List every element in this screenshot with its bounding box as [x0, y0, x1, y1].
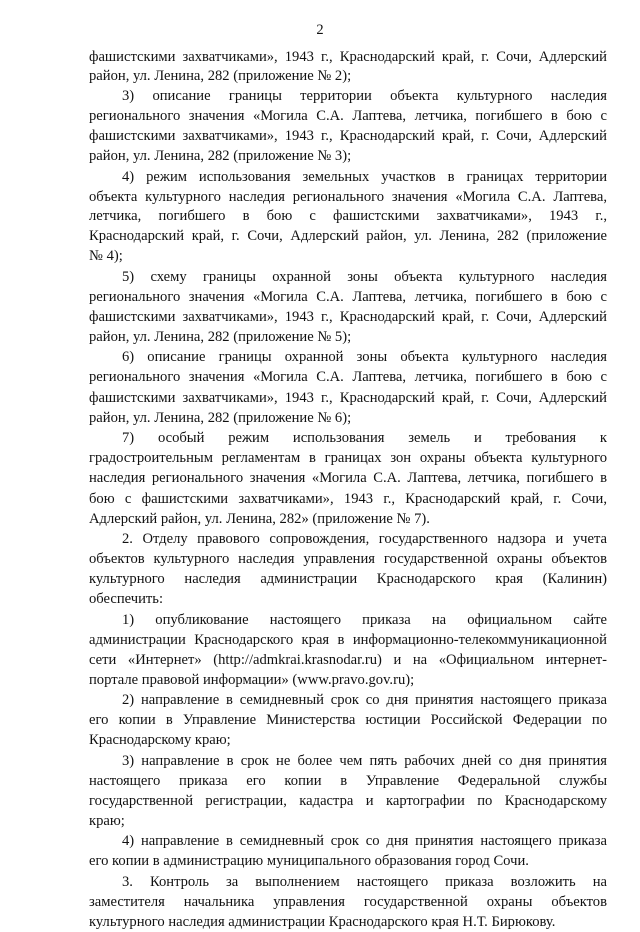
- text-line: культурного наследия администрации Краснодарского края (Калинин): [89, 571, 607, 587]
- text-line: 3) направление в срок не более чем пять рабочих дней со дня принятия: [122, 753, 607, 769]
- text-line: наследия регионального значения «Могила С.А. Лаптева, летчика, погибшего в: [89, 470, 607, 486]
- text-line: администрации Краснодарского края в информационно-телекоммуникационной: [89, 632, 607, 648]
- text-line: 1) опубликование настоящего приказа на официальном сайте: [122, 612, 607, 628]
- text-line: 2. Отделу правового сопровождения, государственного надзора и учета: [122, 531, 607, 547]
- text-line: Адлерский район, ул. Ленина, 282» (приложение № 7).: [89, 511, 430, 527]
- text-line: регионального значения «Могила С.А. Лаптева, летчика, погибшего в бою с: [89, 369, 607, 385]
- text-line: культурного наследия администрации Краснодарского края Н.Т. Бирюкову.: [89, 914, 556, 930]
- text-line: регионального значения «Могила С.А. Лаптева, летчика, погибшего в бою с: [89, 108, 607, 124]
- text-line: его копии в администрацию муниципального образования город Сочи.: [89, 853, 529, 869]
- text-line: 6) описание границы охранной зоны объекта культурного наследия: [122, 349, 607, 365]
- text-line: бою с фашистскими захватчиками», 1943 г., Краснодарский край, г. Сочи,: [89, 491, 607, 507]
- text-line: регионального значения «Могила С.А. Лаптева, летчика, погибшего в бою с: [89, 289, 607, 305]
- text-line: 3. Контроль за выполнением настоящего приказа возложить на: [122, 874, 607, 890]
- text-line: государственной регистрации, кадастра и картографии по Краснодарскому: [89, 793, 607, 809]
- text-line: 4) направление в семидневный срок со дня принятия настоящего приказа: [122, 833, 607, 849]
- text-line: сети «Интернет» (http://admkrai.krasnodar.ru) и на «Официальном интернет-: [89, 652, 607, 668]
- text-line: обеспечить:: [89, 591, 164, 607]
- text-line: фашистскими захватчиками», 1943 г., Краснодарский край, г. Сочи, Адлерский: [89, 49, 607, 65]
- text-line: его копии в Управление Министерства юстиции Российской Федерации по: [89, 712, 607, 728]
- text-line: Краснодарский край, г. Сочи, Адлерский район, ул. Ленина, 282 (приложение: [89, 228, 607, 244]
- text-line: краю;: [89, 813, 125, 829]
- text-line: фашистскими захватчиками», 1943 г., Краснодарский край, г. Сочи, Адлерский: [89, 128, 607, 144]
- text-line: градостроительным регламентам в границах зон охраны объекта культурного: [89, 450, 607, 466]
- text-line: 7) особый режим использования земель и требования к: [122, 430, 607, 446]
- text-line: 4) режим использования земельных участков в границах территории: [122, 169, 607, 185]
- text-line: 3) описание границы территории объекта культурного наследия: [122, 88, 607, 104]
- text-line: 2) направление в семидневный срок со дня принятия настоящего приказа: [122, 692, 607, 708]
- page-number: 2: [316, 22, 324, 38]
- text-line: фашистскими захватчиками», 1943 г., Краснодарский край, г. Сочи, Адлерский: [89, 309, 607, 325]
- text-line: летчика, погибшего в бою с фашистскими захватчиками», 1943 г.,: [89, 208, 607, 224]
- text-line: район, ул. Ленина, 282 (приложение № 2);: [89, 68, 352, 84]
- text-line: район, ул. Ленина, 282 (приложение № 3);: [89, 148, 352, 164]
- text-line: № 4);: [89, 248, 123, 264]
- text-line: портале правовой информации» (www.pravo.gov.ru);: [89, 672, 415, 688]
- text-line: фашистскими захватчиками», 1943 г., Краснодарский край, г. Сочи, Адлерский: [89, 390, 607, 406]
- text-line: Краснодарскому краю;: [89, 732, 231, 748]
- text-line: заместителя начальника управления государственной охраны объектов: [89, 894, 607, 910]
- text-line: район, ул. Ленина, 282 (приложение № 5);: [89, 329, 352, 345]
- text-line: объектов культурного наследия управления государственной охраны объектов: [89, 551, 607, 567]
- text-line: настоящего приказа его копии в Управление Федеральной службы: [89, 773, 607, 789]
- text-line: объекта культурного наследия регионального значения «Могила С.А. Лаптева,: [89, 189, 607, 205]
- text-line: 5) схему границы охранной зоны объекта культурного наследия: [122, 269, 607, 285]
- text-line: район, ул. Ленина, 282 (приложение № 6);: [89, 410, 352, 426]
